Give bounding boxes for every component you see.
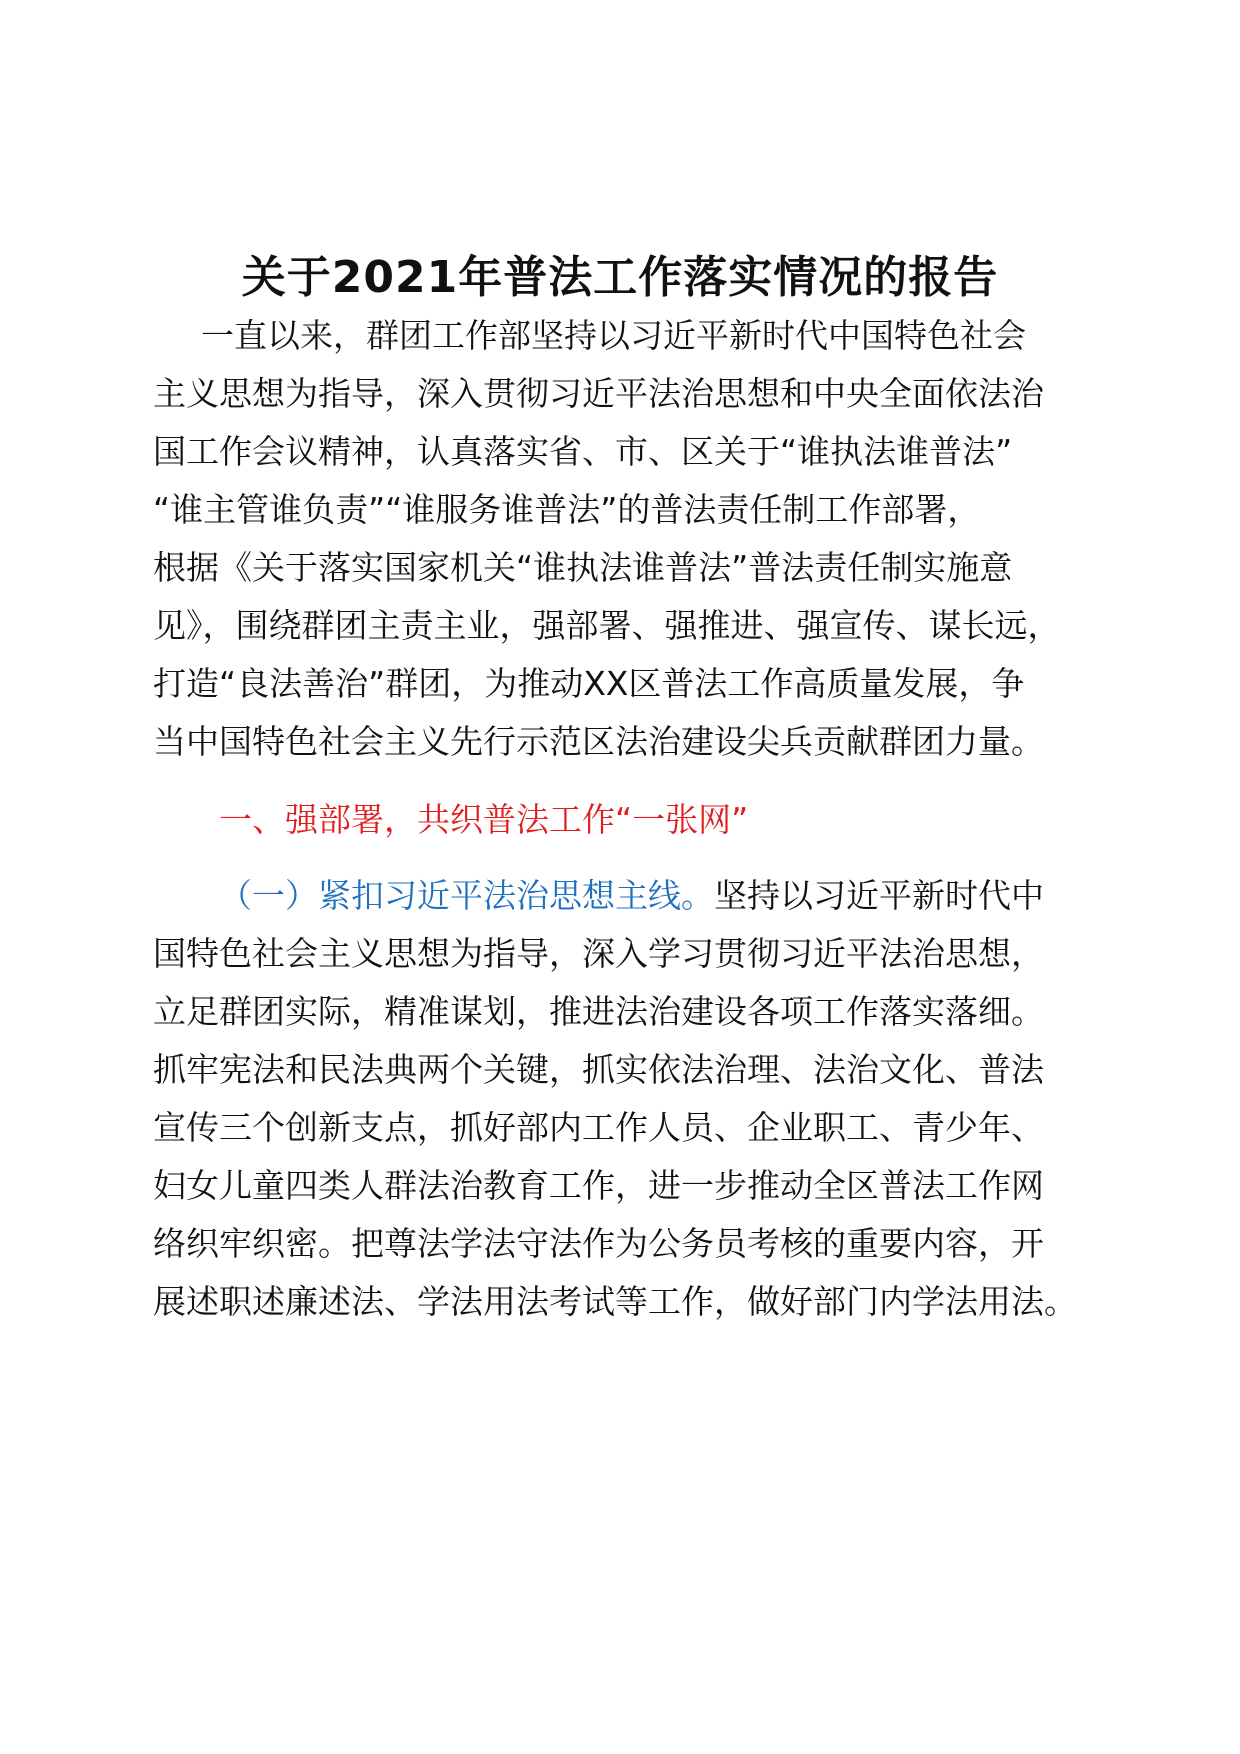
- body-line: 国特色社会主义思想为指导，深入学习贯彻习近平法治思想，: [153, 934, 1044, 973]
- document-title: 关于2021年普法工作落实情况的报告: [241, 252, 999, 303]
- body-line: 妇女儿童四类人群法治教育工作，进一步推动全区普法工作网: [153, 1166, 1044, 1205]
- intro-line: 一直以来，群团工作部坚持以习近平新时代中国特色社会: [201, 316, 1026, 355]
- body-line: 络织牢织密。把尊法学法守法作为公务员考核的重要内容，开: [153, 1224, 1044, 1263]
- body-line: 展述职述廉述法、学法用法考试等工作，做好部门内学法用法。: [153, 1282, 1077, 1321]
- intro-line: 当中国特色社会主义先行示范区法治建设尖兵贡献群团力量。: [153, 722, 1044, 761]
- intro-line: 根据《关于落实国家机关“谁执法谁普法”普法责任制实施意: [153, 548, 1013, 587]
- subsection-heading: （一）紧扣习近平法治思想主线。: [219, 876, 714, 915]
- intro-line: 国工作会议精神，认真落实省、市、区关于“谁执法谁普法”: [153, 432, 1013, 471]
- body-line: 宣传三个创新支点，抓好部内工作人员、企业职工、青少年、: [153, 1108, 1044, 1147]
- body-line: 抓牢宪法和民法典两个关键，抓实依法治理、法治文化、普法: [153, 1050, 1044, 1089]
- subsection-first-line: [219, 876, 1044, 916]
- intro-line: 主义思想为指导，深入贯彻习近平法治思想和中央全面依法治: [153, 374, 1044, 413]
- subsection-first-line-text: 坚持以习近平新时代中: [714, 876, 1044, 915]
- intro-line: 打造“良法善治”群团，为推动XX区普法工作高质量发展，争: [153, 664, 1025, 703]
- intro-line: 见》，围绕群团主责主业，强部署、强推进、强宣传、谋长远，: [153, 606, 1061, 645]
- intro-line: “谁主管谁负责”“谁服务谁普法”的普法责任制工作部署，: [153, 490, 981, 529]
- body-line: 立足群团实际，精准谋划，推进法治建设各项工作落实落细。: [153, 992, 1044, 1031]
- section-heading: 一、强部署，共织普法工作“一张网”: [219, 800, 749, 839]
